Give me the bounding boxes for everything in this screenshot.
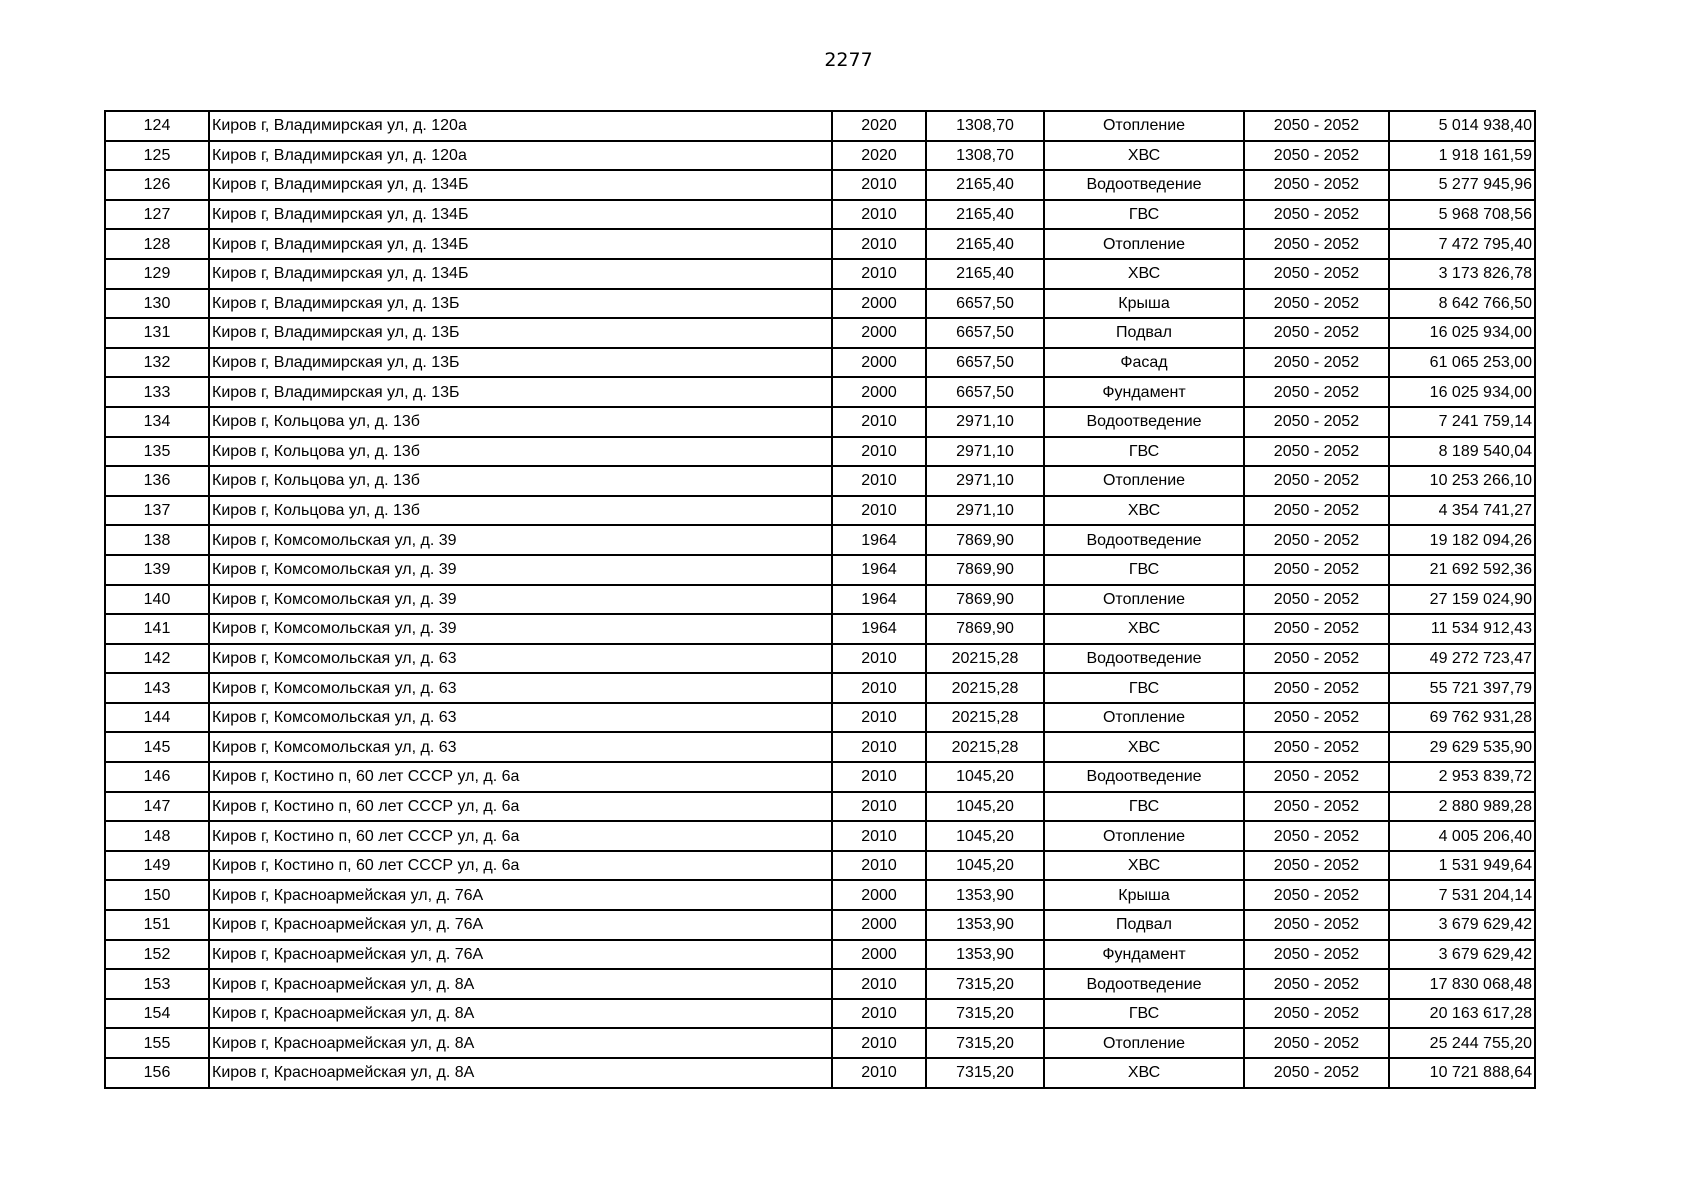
address-cell: Киров г, Костино п, 60 лет СССР ул, д. 6а (209, 762, 832, 792)
address-cell: Киров г, Кольцова ул, д. 13б (209, 437, 832, 467)
period-cell: 2050 - 2052 (1244, 377, 1389, 407)
cost-cell: 10 721 888,64 (1389, 1058, 1535, 1088)
area-cell: 7315,20 (926, 1028, 1044, 1058)
area-cell: 6657,50 (926, 348, 1044, 378)
table-row (105, 910, 1535, 940)
row-number-cell: 140 (105, 585, 209, 615)
area-cell: 7315,20 (926, 969, 1044, 999)
row-number-cell: 143 (105, 673, 209, 703)
cost-cell: 17 830 068,48 (1389, 969, 1535, 999)
work-type-cell: Водоотведение (1044, 762, 1244, 792)
row-number-cell: 139 (105, 555, 209, 585)
row-number-cell: 126 (105, 170, 209, 200)
row-number-cell: 133 (105, 377, 209, 407)
area-cell: 7869,90 (926, 585, 1044, 615)
area-cell: 2165,40 (926, 229, 1044, 259)
period-cell: 2050 - 2052 (1244, 910, 1389, 940)
area-cell: 20215,28 (926, 673, 1044, 703)
work-type-cell: Отопление (1044, 1028, 1244, 1058)
area-cell: 1308,70 (926, 111, 1044, 141)
cost-cell: 2 880 989,28 (1389, 792, 1535, 822)
period-cell: 2050 - 2052 (1244, 170, 1389, 200)
period-cell: 2050 - 2052 (1244, 940, 1389, 970)
period-cell: 2050 - 2052 (1244, 229, 1389, 259)
work-type-cell: Подвал (1044, 910, 1244, 940)
period-cell: 2050 - 2052 (1244, 496, 1389, 526)
year-cell: 2010 (832, 1058, 926, 1088)
area-cell: 20215,28 (926, 703, 1044, 733)
year-cell: 2010 (832, 969, 926, 999)
work-type-cell: Отопление (1044, 821, 1244, 851)
work-type-cell: Фундамент (1044, 377, 1244, 407)
area-cell: 1353,90 (926, 880, 1044, 910)
cost-cell: 19 182 094,26 (1389, 525, 1535, 555)
address-cell: Киров г, Владимирская ул, д. 13Б (209, 377, 832, 407)
row-number-cell: 128 (105, 229, 209, 259)
table-row (105, 851, 1535, 881)
area-cell: 20215,28 (926, 732, 1044, 762)
table-row (105, 585, 1535, 615)
row-number-cell: 124 (105, 111, 209, 141)
table-row (105, 229, 1535, 259)
period-cell: 2050 - 2052 (1244, 999, 1389, 1029)
table-row (105, 170, 1535, 200)
area-cell: 6657,50 (926, 289, 1044, 319)
area-cell: 2971,10 (926, 496, 1044, 526)
period-cell: 2050 - 2052 (1244, 1058, 1389, 1088)
cost-cell: 8 189 540,04 (1389, 437, 1535, 467)
period-cell: 2050 - 2052 (1244, 141, 1389, 171)
address-cell: Киров г, Владимирская ул, д. 13Б (209, 289, 832, 319)
cost-cell: 4 005 206,40 (1389, 821, 1535, 851)
period-cell: 2050 - 2052 (1244, 614, 1389, 644)
address-cell: Киров г, Владимирская ул, д. 134Б (209, 229, 832, 259)
address-cell: Киров г, Владимирская ул, д. 134Б (209, 200, 832, 230)
work-type-cell: Водоотведение (1044, 525, 1244, 555)
work-type-cell: Отопление (1044, 466, 1244, 496)
year-cell: 2000 (832, 289, 926, 319)
work-type-cell: ГВС (1044, 673, 1244, 703)
address-cell: Киров г, Владимирская ул, д. 120а (209, 141, 832, 171)
cost-cell: 61 065 253,00 (1389, 348, 1535, 378)
cost-cell: 7 531 204,14 (1389, 880, 1535, 910)
table-row (105, 141, 1535, 171)
area-cell: 1045,20 (926, 851, 1044, 881)
work-type-cell: Водоотведение (1044, 969, 1244, 999)
table-row (105, 969, 1535, 999)
cost-cell: 16 025 934,00 (1389, 377, 1535, 407)
address-cell: Киров г, Комсомольская ул, д. 39 (209, 525, 832, 555)
area-cell: 6657,50 (926, 318, 1044, 348)
year-cell: 2010 (832, 437, 926, 467)
cost-cell: 3 679 629,42 (1389, 910, 1535, 940)
table-row (105, 732, 1535, 762)
cost-cell: 16 025 934,00 (1389, 318, 1535, 348)
year-cell: 2010 (832, 762, 926, 792)
year-cell: 2020 (832, 111, 926, 141)
work-type-cell: ХВС (1044, 1058, 1244, 1088)
table-body (105, 111, 1535, 1088)
address-cell: Киров г, Кольцова ул, д. 13б (209, 496, 832, 526)
row-number-cell: 141 (105, 614, 209, 644)
address-cell: Киров г, Красноармейская ул, д. 8А (209, 999, 832, 1029)
period-cell: 2050 - 2052 (1244, 1028, 1389, 1058)
area-cell: 2971,10 (926, 437, 1044, 467)
cost-cell: 2 953 839,72 (1389, 762, 1535, 792)
area-cell: 2165,40 (926, 170, 1044, 200)
table-row (105, 466, 1535, 496)
work-type-cell: Фундамент (1044, 940, 1244, 970)
table-row (105, 111, 1535, 141)
address-cell: Киров г, Красноармейская ул, д. 76А (209, 910, 832, 940)
table-row (105, 525, 1535, 555)
period-cell: 2050 - 2052 (1244, 851, 1389, 881)
row-number-cell: 155 (105, 1028, 209, 1058)
work-type-cell: Водоотведение (1044, 644, 1244, 674)
address-cell: Киров г, Комсомольская ул, д. 39 (209, 585, 832, 615)
work-type-cell: Водоотведение (1044, 407, 1244, 437)
period-cell: 2050 - 2052 (1244, 555, 1389, 585)
cost-cell: 27 159 024,90 (1389, 585, 1535, 615)
row-number-cell: 130 (105, 289, 209, 319)
area-cell: 7869,90 (926, 614, 1044, 644)
cost-cell: 25 244 755,20 (1389, 1028, 1535, 1058)
address-cell: Киров г, Комсомольская ул, д. 63 (209, 703, 832, 733)
row-number-cell: 131 (105, 318, 209, 348)
table-row (105, 348, 1535, 378)
address-cell: Киров г, Комсомольская ул, д. 39 (209, 555, 832, 585)
year-cell: 2010 (832, 1028, 926, 1058)
table-row (105, 407, 1535, 437)
table-row (105, 792, 1535, 822)
page-number: 2277 (824, 49, 873, 71)
period-cell: 2050 - 2052 (1244, 792, 1389, 822)
cost-cell: 20 163 617,28 (1389, 999, 1535, 1029)
table-row (105, 614, 1535, 644)
year-cell: 2010 (832, 703, 926, 733)
cost-cell: 21 692 592,36 (1389, 555, 1535, 585)
table-row (105, 644, 1535, 674)
address-cell: Киров г, Владимирская ул, д. 134Б (209, 170, 832, 200)
work-type-cell: Фасад (1044, 348, 1244, 378)
work-type-cell: ХВС (1044, 732, 1244, 762)
year-cell: 2020 (832, 141, 926, 171)
work-type-cell: ГВС (1044, 200, 1244, 230)
work-type-cell: ГВС (1044, 999, 1244, 1029)
address-cell: Киров г, Красноармейская ул, д. 76А (209, 880, 832, 910)
area-cell: 7315,20 (926, 1058, 1044, 1088)
year-cell: 2010 (832, 229, 926, 259)
table-row (105, 377, 1535, 407)
row-number-cell: 150 (105, 880, 209, 910)
table-row (105, 318, 1535, 348)
year-cell: 2010 (832, 466, 926, 496)
year-cell: 2010 (832, 496, 926, 526)
cost-cell: 5 014 938,40 (1389, 111, 1535, 141)
work-type-cell: ХВС (1044, 614, 1244, 644)
work-type-cell: Крыша (1044, 289, 1244, 319)
period-cell: 2050 - 2052 (1244, 200, 1389, 230)
year-cell: 1964 (832, 585, 926, 615)
address-cell: Киров г, Костино п, 60 лет СССР ул, д. 6а (209, 851, 832, 881)
period-cell: 2050 - 2052 (1244, 762, 1389, 792)
row-number-cell: 127 (105, 200, 209, 230)
address-cell: Киров г, Комсомольская ул, д. 39 (209, 614, 832, 644)
area-cell: 2971,10 (926, 407, 1044, 437)
area-cell: 2165,40 (926, 200, 1044, 230)
row-number-cell: 137 (105, 496, 209, 526)
year-cell: 2010 (832, 999, 926, 1029)
cost-cell: 5 968 708,56 (1389, 200, 1535, 230)
row-number-cell: 134 (105, 407, 209, 437)
year-cell: 2010 (832, 407, 926, 437)
row-number-cell: 156 (105, 1058, 209, 1088)
cost-cell: 10 253 266,10 (1389, 466, 1535, 496)
work-type-cell: Подвал (1044, 318, 1244, 348)
cost-cell: 1 918 161,59 (1389, 141, 1535, 171)
table-row (105, 289, 1535, 319)
work-type-cell: ХВС (1044, 851, 1244, 881)
period-cell: 2050 - 2052 (1244, 703, 1389, 733)
address-cell: Киров г, Комсомольская ул, д. 63 (209, 673, 832, 703)
period-cell: 2050 - 2052 (1244, 525, 1389, 555)
address-cell: Киров г, Комсомольская ул, д. 63 (209, 644, 832, 674)
row-number-cell: 145 (105, 732, 209, 762)
row-number-cell: 148 (105, 821, 209, 851)
work-type-cell: Отопление (1044, 703, 1244, 733)
period-cell: 2050 - 2052 (1244, 880, 1389, 910)
area-cell: 6657,50 (926, 377, 1044, 407)
period-cell: 2050 - 2052 (1244, 437, 1389, 467)
period-cell: 2050 - 2052 (1244, 407, 1389, 437)
area-cell: 7869,90 (926, 525, 1044, 555)
year-cell: 1964 (832, 525, 926, 555)
work-type-cell: Отопление (1044, 585, 1244, 615)
work-type-cell: ГВС (1044, 555, 1244, 585)
area-cell: 1353,90 (926, 940, 1044, 970)
year-cell: 1964 (832, 555, 926, 585)
year-cell: 2010 (832, 732, 926, 762)
table-row (105, 762, 1535, 792)
period-cell: 2050 - 2052 (1244, 644, 1389, 674)
area-cell: 7315,20 (926, 999, 1044, 1029)
year-cell: 1964 (832, 614, 926, 644)
area-cell: 2165,40 (926, 259, 1044, 289)
period-cell: 2050 - 2052 (1244, 821, 1389, 851)
address-cell: Киров г, Кольцова ул, д. 13б (209, 407, 832, 437)
table-row (105, 259, 1535, 289)
area-cell: 7869,90 (926, 555, 1044, 585)
cost-cell: 7 472 795,40 (1389, 229, 1535, 259)
address-cell: Киров г, Костино п, 60 лет СССР ул, д. 6а (209, 821, 832, 851)
address-cell: Киров г, Красноармейская ул, д. 8А (209, 1028, 832, 1058)
table-row (105, 673, 1535, 703)
table-row (105, 821, 1535, 851)
work-type-cell: ГВС (1044, 792, 1244, 822)
year-cell: 2000 (832, 348, 926, 378)
table-row (105, 1058, 1535, 1088)
period-cell: 2050 - 2052 (1244, 259, 1389, 289)
cost-cell: 3 173 826,78 (1389, 259, 1535, 289)
table-row (105, 703, 1535, 733)
table-row (105, 999, 1535, 1029)
period-cell: 2050 - 2052 (1244, 673, 1389, 703)
row-number-cell: 132 (105, 348, 209, 378)
period-cell: 2050 - 2052 (1244, 318, 1389, 348)
year-cell: 2000 (832, 940, 926, 970)
year-cell: 2010 (832, 644, 926, 674)
area-cell: 1045,20 (926, 762, 1044, 792)
year-cell: 2010 (832, 821, 926, 851)
cost-cell: 69 762 931,28 (1389, 703, 1535, 733)
period-cell: 2050 - 2052 (1244, 289, 1389, 319)
address-cell: Киров г, Комсомольская ул, д. 63 (209, 732, 832, 762)
work-type-cell: Отопление (1044, 229, 1244, 259)
period-cell: 2050 - 2052 (1244, 348, 1389, 378)
work-type-cell: ХВС (1044, 259, 1244, 289)
cost-cell: 49 272 723,47 (1389, 644, 1535, 674)
cost-cell: 8 642 766,50 (1389, 289, 1535, 319)
year-cell: 2010 (832, 673, 926, 703)
row-number-cell: 129 (105, 259, 209, 289)
row-number-cell: 151 (105, 910, 209, 940)
address-cell: Киров г, Владимирская ул, д. 13Б (209, 348, 832, 378)
work-type-cell: ГВС (1044, 437, 1244, 467)
table-row (105, 940, 1535, 970)
area-cell: 1353,90 (926, 910, 1044, 940)
row-number-cell: 136 (105, 466, 209, 496)
cost-cell: 3 679 629,42 (1389, 940, 1535, 970)
work-type-cell: ХВС (1044, 141, 1244, 171)
row-number-cell: 135 (105, 437, 209, 467)
table-row (105, 555, 1535, 585)
address-cell: Киров г, Владимирская ул, д. 120а (209, 111, 832, 141)
address-cell: Киров г, Красноармейская ул, д. 76А (209, 940, 832, 970)
year-cell: 2010 (832, 200, 926, 230)
work-type-cell: ХВС (1044, 496, 1244, 526)
period-cell: 2050 - 2052 (1244, 466, 1389, 496)
work-type-cell: Водоотведение (1044, 170, 1244, 200)
area-cell: 1045,20 (926, 792, 1044, 822)
work-type-cell: Крыша (1044, 880, 1244, 910)
address-cell: Киров г, Костино п, 60 лет СССР ул, д. 6а (209, 792, 832, 822)
row-number-cell: 153 (105, 969, 209, 999)
year-cell: 2010 (832, 792, 926, 822)
table-row (105, 496, 1535, 526)
row-number-cell: 152 (105, 940, 209, 970)
year-cell: 2000 (832, 880, 926, 910)
work-type-cell: Отопление (1044, 111, 1244, 141)
row-number-cell: 144 (105, 703, 209, 733)
row-number-cell: 142 (105, 644, 209, 674)
area-cell: 1045,20 (926, 821, 1044, 851)
period-cell: 2050 - 2052 (1244, 732, 1389, 762)
cost-cell: 29 629 535,90 (1389, 732, 1535, 762)
period-cell: 2050 - 2052 (1244, 111, 1389, 141)
row-number-cell: 149 (105, 851, 209, 881)
row-number-cell: 138 (105, 525, 209, 555)
year-cell: 2000 (832, 910, 926, 940)
table-row (105, 200, 1535, 230)
address-cell: Киров г, Владимирская ул, д. 134Б (209, 259, 832, 289)
year-cell: 2000 (832, 318, 926, 348)
cost-cell: 5 277 945,96 (1389, 170, 1535, 200)
cost-cell: 7 241 759,14 (1389, 407, 1535, 437)
table-row (105, 437, 1535, 467)
address-cell: Киров г, Владимирская ул, д. 13Б (209, 318, 832, 348)
row-number-cell: 154 (105, 999, 209, 1029)
year-cell: 2010 (832, 259, 926, 289)
year-cell: 2000 (832, 377, 926, 407)
cost-cell: 1 531 949,64 (1389, 851, 1535, 881)
area-cell: 2971,10 (926, 466, 1044, 496)
cost-cell: 11 534 912,43 (1389, 614, 1535, 644)
cost-cell: 55 721 397,79 (1389, 673, 1535, 703)
area-cell: 1308,70 (926, 141, 1044, 171)
row-number-cell: 146 (105, 762, 209, 792)
address-cell: Киров г, Кольцова ул, д. 13б (209, 466, 832, 496)
cost-cell: 4 354 741,27 (1389, 496, 1535, 526)
table-row (105, 880, 1535, 910)
row-number-cell: 147 (105, 792, 209, 822)
row-number-cell: 125 (105, 141, 209, 171)
period-cell: 2050 - 2052 (1244, 969, 1389, 999)
address-cell: Киров г, Красноармейская ул, д. 8А (209, 1058, 832, 1088)
period-cell: 2050 - 2052 (1244, 585, 1389, 615)
year-cell: 2010 (832, 851, 926, 881)
area-cell: 20215,28 (926, 644, 1044, 674)
register-table (104, 110, 1536, 1089)
table-row (105, 1028, 1535, 1058)
address-cell: Киров г, Красноармейская ул, д. 8А (209, 969, 832, 999)
year-cell: 2010 (832, 170, 926, 200)
